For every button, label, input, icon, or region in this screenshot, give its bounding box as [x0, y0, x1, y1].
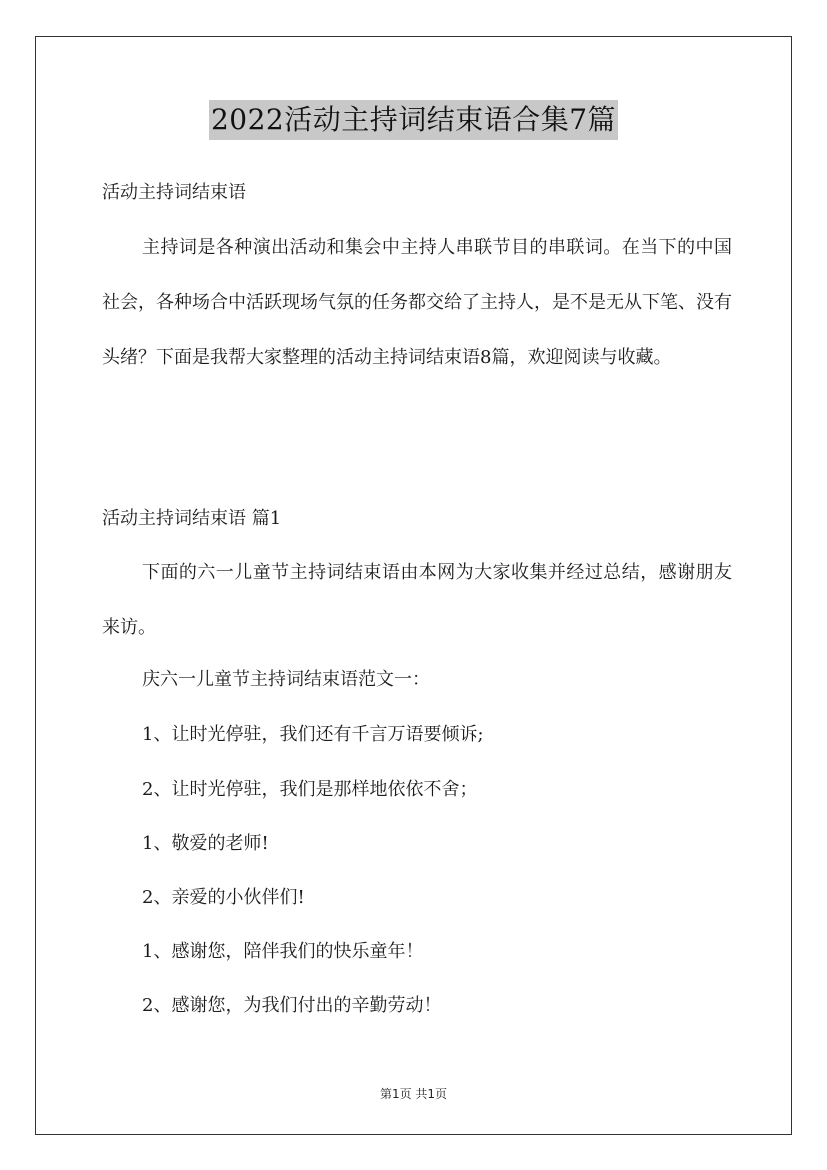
list-line: 2、亲爱的小伙伴们! [142, 887, 305, 908]
list-line: 1、感谢您，陪伴我们的快乐童年！ [142, 941, 424, 962]
section-1-paragraph: 下面的六一儿童节主持词结束语由本网为大家收集并经过总结，感谢朋友来访。 [102, 562, 732, 638]
intro-paragraph: 主持词是各种演出活动和集会中主持人串联节目的串联词。在当下的中国社会，各种场合中活跃现场气氛的任务都交给了主持人，是不是无从下笔、没有头绪？下面是我帮大家整理的活动主持词结束语8篇，欢迎阅读与收藏。 [102, 237, 732, 368]
title-container [0, 100, 827, 140]
section-1-heading: 活动主持词结束语 篇1 [102, 508, 282, 529]
document-title: 2022活动主持词结束语合集7篇 [209, 100, 618, 140]
list-line: 1、敬爱的老师! [142, 833, 269, 854]
list-line: 庆六一儿童节主持词结束语范文一： [142, 669, 430, 690]
list-line: 2、让时光停驻，我们是那样地依依不舍； [142, 779, 478, 800]
list-line: 2、感谢您，为我们付出的辛勤劳动！ [142, 995, 442, 1016]
page-footer: 第1页 共1页 [379, 1087, 448, 1101]
heading-1: 活动主持词结束语 [102, 182, 246, 203]
list-line: 1、让时光停驻，我们还有千言万语要倾诉; [142, 724, 484, 745]
